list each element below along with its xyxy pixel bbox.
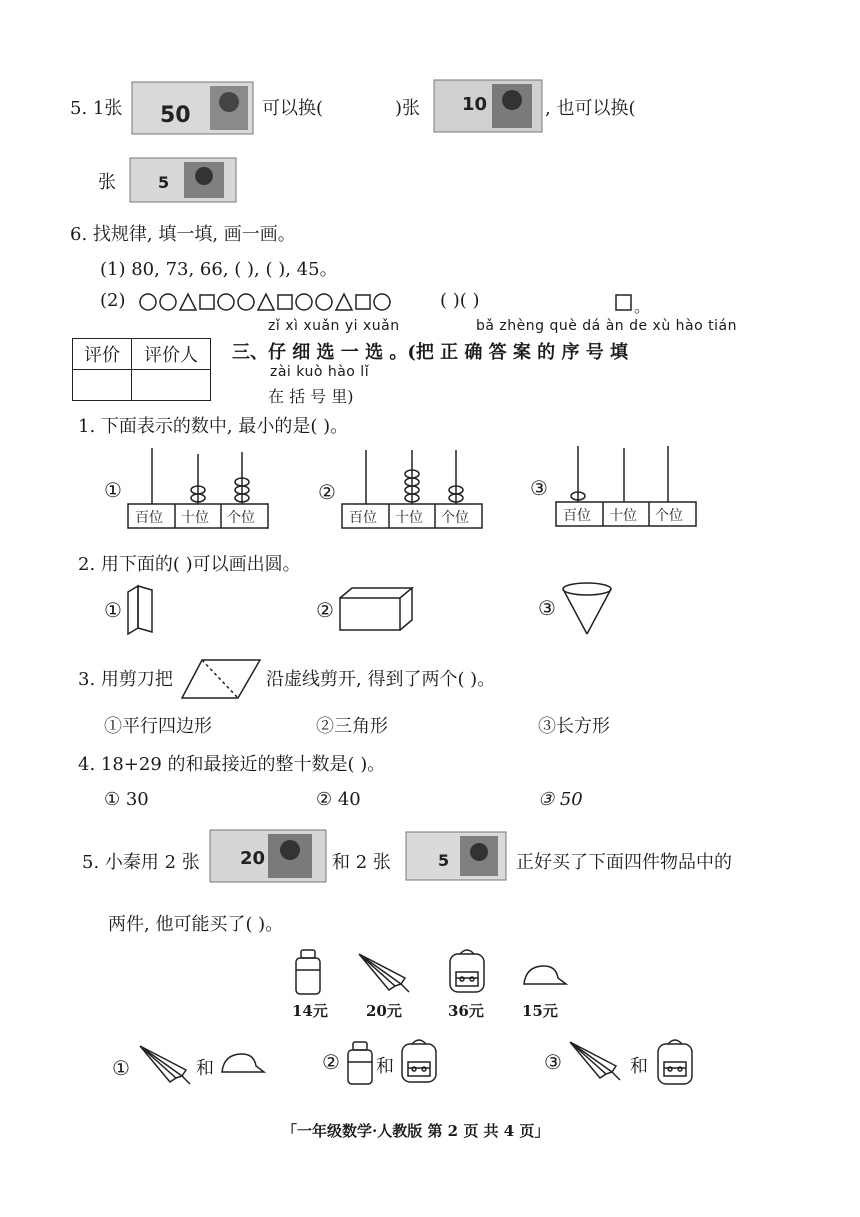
umbrella-icon-opt1 <box>136 1040 194 1088</box>
cone-icon <box>560 580 614 636</box>
and-text-3: 和 <box>630 1056 648 1077</box>
answer-square-shape <box>614 292 651 316</box>
pinyin-line-2: bǎ zhèng què dá àn de xù hào tián <box>476 318 737 334</box>
cuboid-icon <box>338 586 416 634</box>
can-exchange-text: 可以换( <box>262 98 324 119</box>
s3q5-option-3[interactable]: ③ <box>544 1050 562 1074</box>
s3q5-text-d: 两件, 他可能买了( )。 <box>108 914 284 935</box>
s3q4-option-1[interactable]: ① 30 <box>104 789 149 810</box>
s3q4-option-2[interactable]: ② 40 <box>316 789 361 810</box>
s3q1-text: 1. 下面表示的数中, 最小的是( )。 <box>78 416 349 437</box>
banknote-10-image <box>432 74 544 136</box>
s3q5-option-2[interactable]: ② <box>322 1050 340 1074</box>
pinyin-line-1: zǐ xì xuǎn yi xuǎn <box>268 318 400 334</box>
s3q3-text-a: 3. 用剪刀把 <box>78 669 173 690</box>
parallelogram-dashed-icon <box>180 658 262 700</box>
also-exchange-text: , 也可以换( <box>545 98 636 119</box>
backpack-icon-opt3 <box>654 1036 696 1088</box>
s3q5-text-c: 正好买了下面四件物品中的 <box>516 852 732 873</box>
evaluator-header: 评价人 <box>132 339 211 370</box>
s3q3-option-1[interactable]: ①平行四边形 <box>104 716 212 737</box>
cap-icon-opt1 <box>218 1050 268 1080</box>
eval-cell[interactable] <box>73 370 132 401</box>
umbrella-icon <box>355 948 413 996</box>
s3q2-option-1[interactable]: ① <box>104 598 122 622</box>
svg-text:百位: 百位 <box>563 508 591 524</box>
svg-text:百位: 百位 <box>135 510 163 526</box>
s3q5-text-a: 5. 小秦用 2 张 <box>82 852 200 873</box>
pinyin-line-3: zài kuò hào lǐ <box>270 364 370 380</box>
banknote-20-image <box>208 826 328 886</box>
s3q2-option-2[interactable]: ② <box>316 598 334 622</box>
water-bottle-icon-opt2 <box>344 1040 376 1086</box>
note-50-label: 50 <box>160 103 191 128</box>
q6-title: 6. 找规律, 填一填, 画一画。 <box>70 224 296 245</box>
q6-part2-blanks: ( )( ) <box>440 290 480 311</box>
s3q5-text-b: 和 2 张 <box>332 852 391 873</box>
section3-title: 三、仔 细 选 一 选 。(把 正 确 答 案 的 序 号 填 <box>232 342 628 363</box>
s3q4-option-3[interactable]: ③ 50 <box>538 789 583 810</box>
abacus-1 <box>126 446 271 530</box>
s3q3-option-2[interactable]: ②三角形 <box>316 716 388 737</box>
section3-title-cont: 在 括 号 里) <box>268 387 354 406</box>
umbrella-icon-opt3 <box>566 1036 624 1084</box>
evaluator-cell[interactable] <box>132 370 211 401</box>
q5-number: 5. 1张 <box>70 98 123 119</box>
s3q2-text: 2. 用下面的( )可以画出圆。 <box>78 554 301 575</box>
abacus-3 <box>554 444 699 528</box>
price-cap: 15元 <box>522 1002 558 1020</box>
svg-text:十位: 十位 <box>609 508 637 524</box>
abacus-2 <box>340 446 485 530</box>
price-bottle: 14元 <box>292 1002 328 1020</box>
price-umbrella: 20元 <box>366 1002 402 1020</box>
price-backpack: 36元 <box>448 1002 484 1020</box>
svg-text:百位: 百位 <box>349 510 377 526</box>
s3q4-text: 4. 18+29 的和最接近的整十数是( )。 <box>78 754 386 775</box>
and-text-1: 和 <box>196 1058 214 1079</box>
water-bottle-icon <box>292 948 324 996</box>
and-text-2: 和 <box>376 1056 394 1077</box>
note-5-label: 5 <box>158 173 170 192</box>
svg-text:十位: 十位 <box>395 510 423 526</box>
banknote-50-image <box>130 80 255 136</box>
q6-part1: (1) 80, 73, 66, ( ), ( ), 45。 <box>100 259 338 280</box>
s3q1-option-3[interactable]: ③ <box>530 476 548 500</box>
backpack-icon <box>446 946 488 996</box>
q6-part2-label: (2) <box>100 290 126 311</box>
svg-text:十位: 十位 <box>181 510 209 526</box>
s3q3-text-b: 沿虚线剪开, 得到了两个( )。 <box>266 669 496 690</box>
s3q3-option-3[interactable]: ③长方形 <box>538 716 610 737</box>
zhang-text-1: )张 <box>395 98 421 119</box>
zhang-text-2: 张 <box>98 172 116 193</box>
note-5-label-q5: 5 <box>438 851 450 870</box>
s3q1-option-2[interactable]: ② <box>318 480 336 504</box>
evaluation-table <box>72 338 211 401</box>
backpack-icon-opt2 <box>398 1036 440 1086</box>
shape-pattern <box>138 290 438 314</box>
triangular-prism-icon <box>126 584 156 638</box>
svg-text:。: 。 <box>634 297 651 316</box>
svg-text:个位: 个位 <box>227 510 255 526</box>
svg-text:个位: 个位 <box>441 510 469 526</box>
banknote-5-image <box>128 154 240 204</box>
s3q1-option-1[interactable]: ① <box>104 478 122 502</box>
banknote-5-image-q5 <box>404 828 509 884</box>
note-20-label: 20 <box>240 848 266 869</box>
s3q5-option-1[interactable]: ① <box>112 1056 130 1080</box>
svg-text:个位: 个位 <box>655 508 683 524</box>
s3q2-option-3[interactable]: ③ <box>538 596 556 620</box>
cap-icon <box>520 962 570 992</box>
note-10-label: 10 <box>462 94 488 115</box>
eval-header: 评价 <box>73 339 132 370</box>
page-footer: 「一年级数学·人教版 第 2 页 共 4 页」 <box>282 1122 550 1140</box>
